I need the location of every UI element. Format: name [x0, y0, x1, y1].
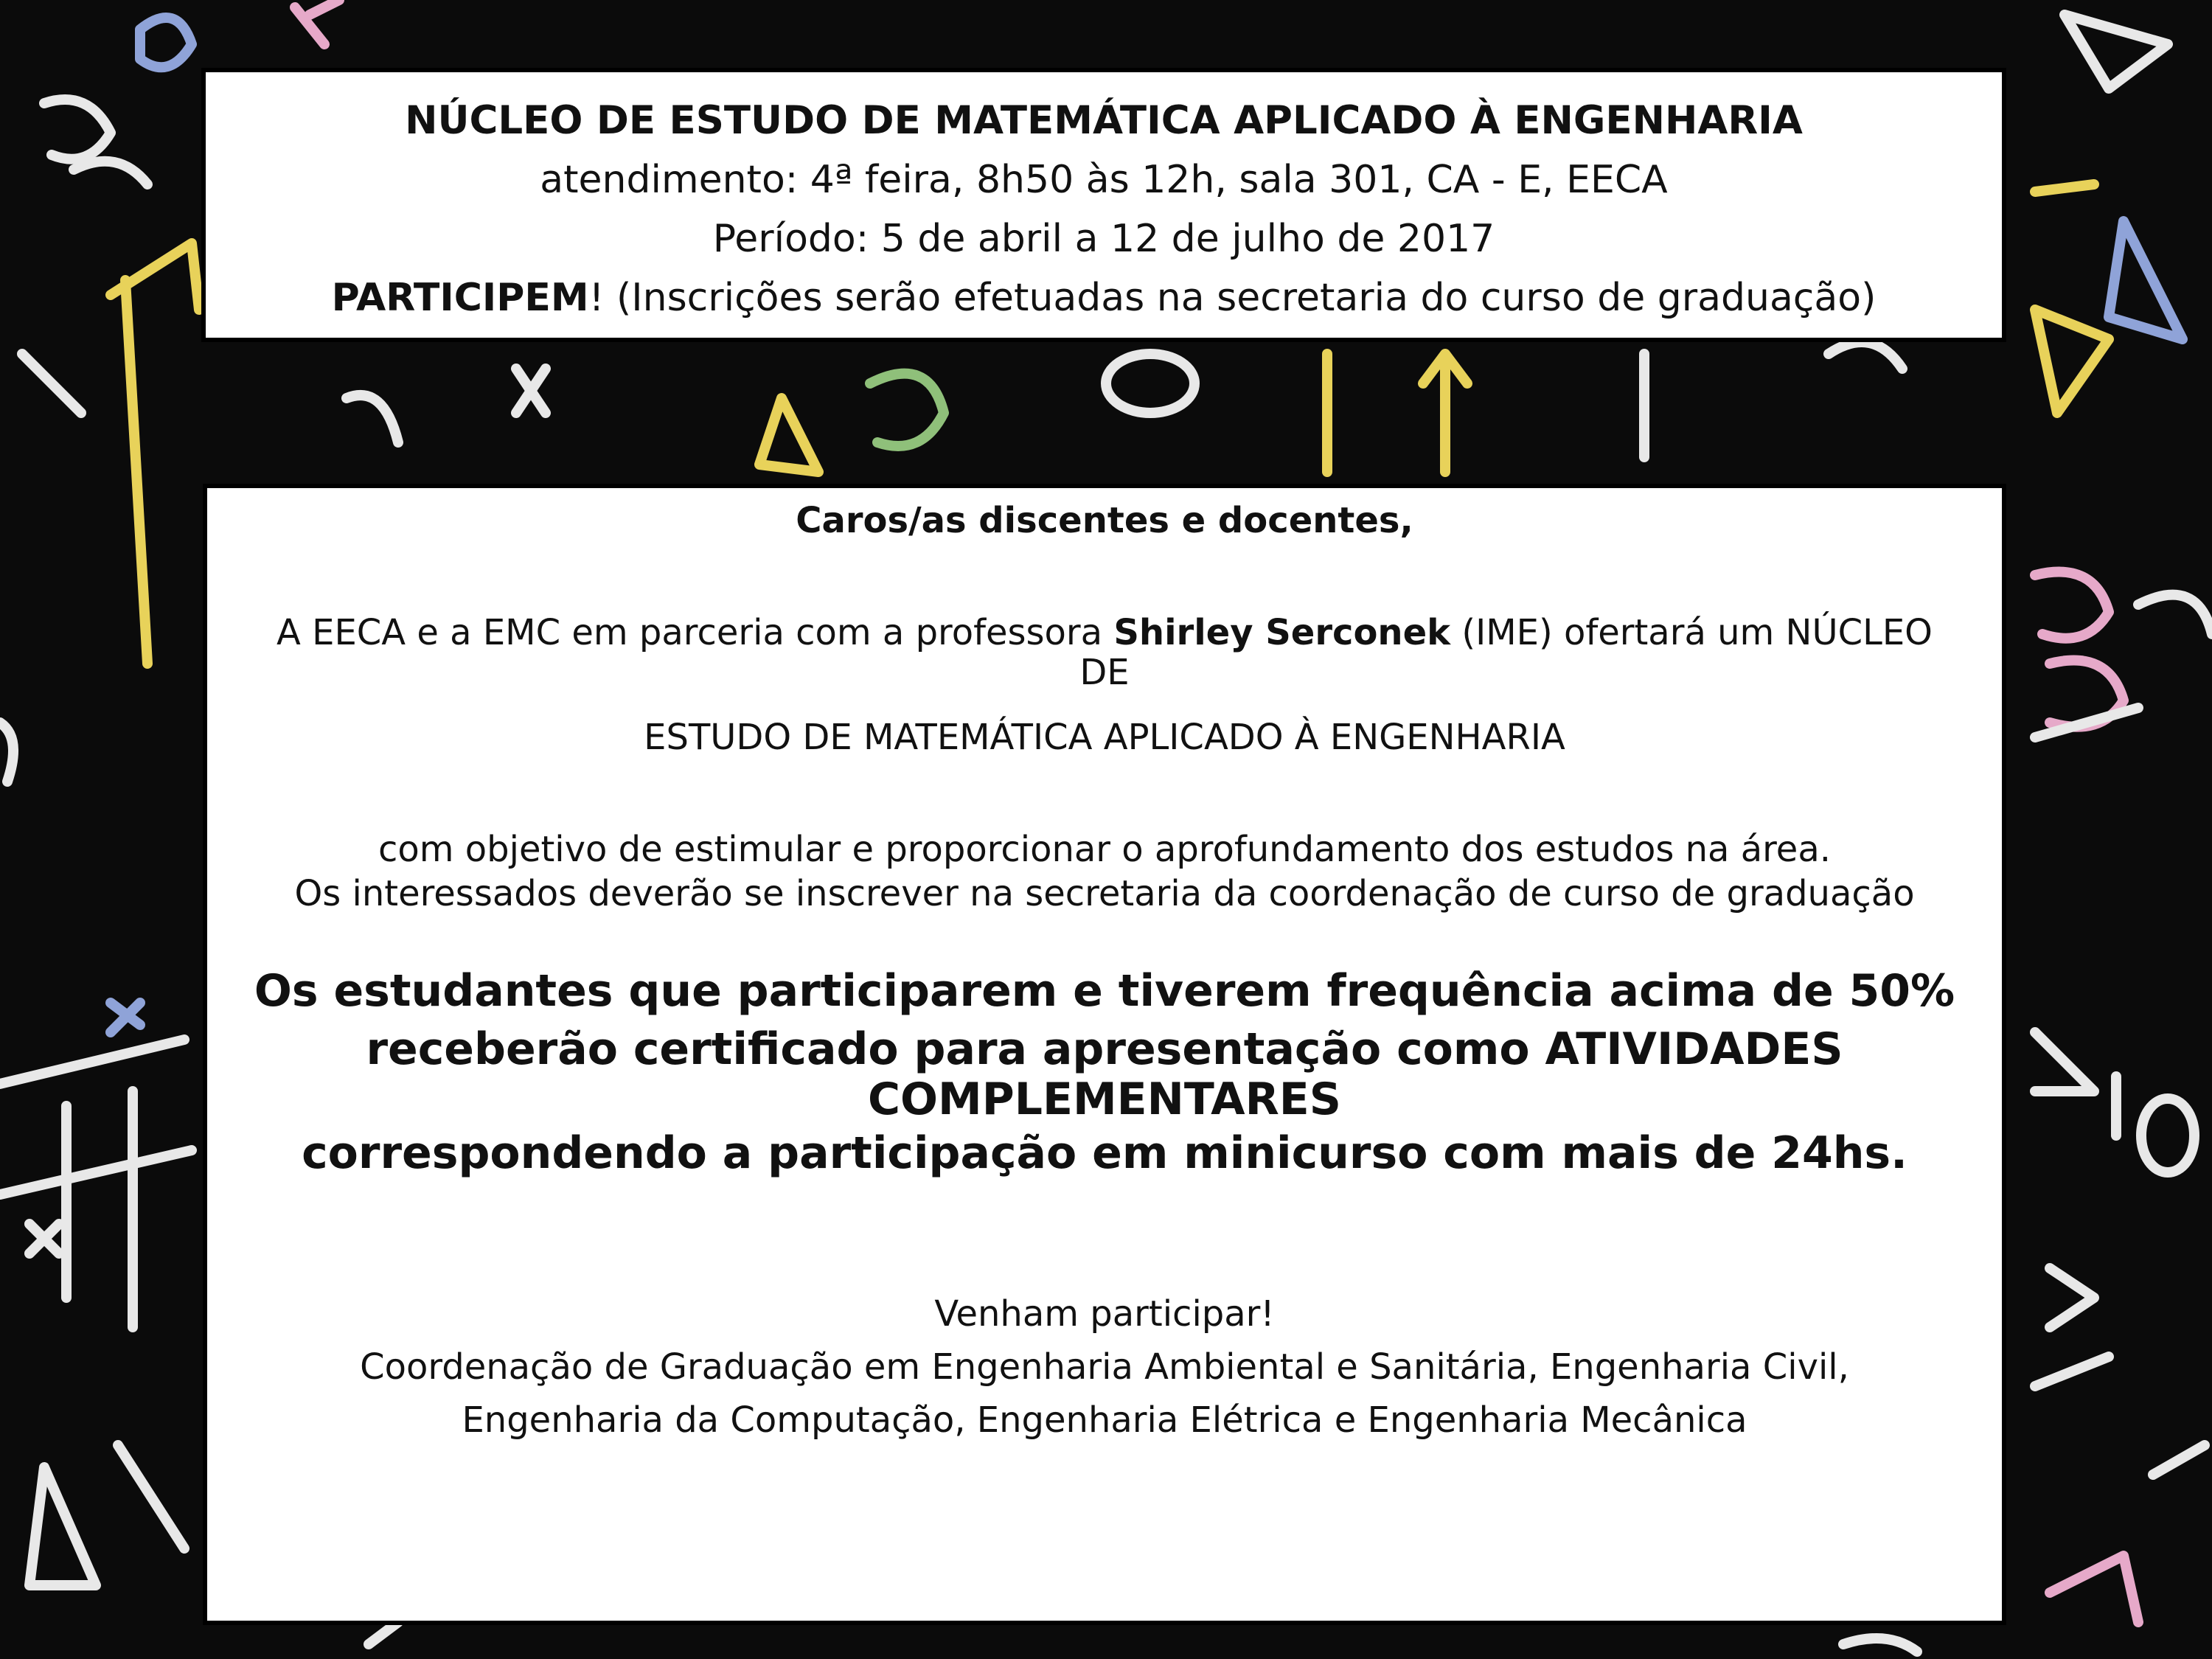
greeting: Caros/as discentes e docentes, — [796, 500, 1413, 541]
highlight-line-3: COMPLEMENTARES — [868, 1074, 1341, 1125]
signature-line-2: Engenharia da Computação, Engenharia Elétrica e Engenharia Mecânica — [462, 1399, 1747, 1441]
header-call-rest: ! (Inscrições serão efetuadas na secretaria do curso de graduação) — [588, 276, 1877, 320]
header-schedule: atendimento: 4ª feira, 8h50 às 12h, sala 301, CA - E, EECA — [540, 158, 1668, 202]
announcement-box — [203, 484, 2006, 1625]
professor-name: Shirley Serconek — [1113, 612, 1451, 653]
header-call-bold: PARTICIPEM — [331, 276, 589, 320]
header-title: NÚCLEO DE ESTUDO DE MATEMÁTICA APLICADO À ENGENHARIA — [405, 98, 1803, 143]
header-call-line — [206, 268, 2002, 327]
intro-line — [207, 611, 2002, 655]
intro-pre: A EECA e a EMC em parceria com a professora — [276, 612, 1114, 653]
header-box — [201, 68, 2006, 342]
highlight-line-4: correspondendo a participação em minicurso com mais de 24hs. — [302, 1127, 1907, 1179]
instructions-text: Os interessados deverão se inscrever na secretaria da coordenação de curso de graduação — [294, 873, 1915, 914]
highlight-line-1: Os estudantes que participarem e tiverem frequência acima de 50% — [254, 965, 1955, 1017]
objective-text: com objetivo de estimular e proporcionar o aprofundamento dos estudos na área. — [378, 829, 1831, 870]
signature-line-1: Coordenação de Graduação em Engenharia Ambiental e Sanitária, Engenharia Civil, — [360, 1346, 1849, 1388]
intro-wrap: DE — [1079, 652, 1130, 693]
highlight-line-2: receberão certificado para apresentação como ATIVIDADES — [366, 1023, 1843, 1075]
intro-line-2: ESTUDO DE MATEMÁTICA APLICADO À ENGENHARIA — [644, 717, 1565, 758]
closing-text: Venham participar! — [934, 1293, 1275, 1335]
intro-post: (IME) ofertará um NÚCLEO — [1450, 612, 1933, 653]
header-period: Período: 5 de abril a 12 de julho de 2017 — [712, 217, 1495, 261]
